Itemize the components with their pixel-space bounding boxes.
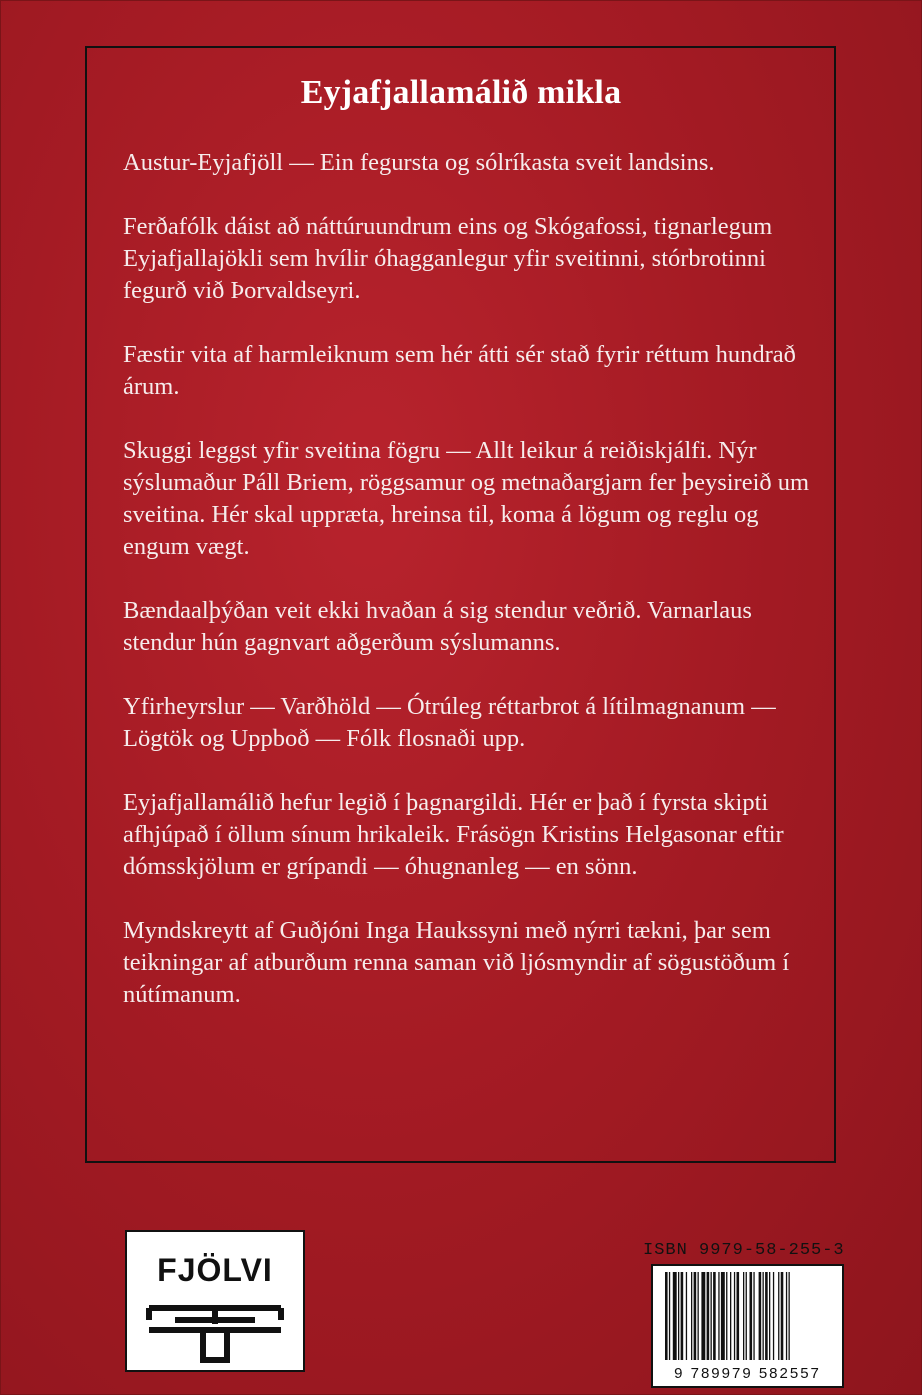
barcode-icon bbox=[663, 1272, 836, 1364]
blurb-paragraph-1: Austur-Eyjafjöll — Ein fegursta og sólríkasta sveit landsins. bbox=[123, 149, 715, 176]
fjolvi-logo-icon bbox=[145, 1302, 285, 1364]
barcode-digits: 9 789979 582557 bbox=[674, 1365, 821, 1382]
blurb-paragraph-5: Bændaalþýðan veit ekki hvaðan á sig stendur veðrið. Varnarlaus stendur hún gagnvart aðgerðum sýslumanns. bbox=[123, 597, 752, 656]
book-title: Eyjafjallamálið mikla bbox=[300, 74, 622, 111]
blurb-paragraph-7: Eyjafjallamálið hefur legið í þagnargildi. Hér er það í fyrsta skipti afhjúpað í öllum sínum hrikaleik. Frásögn Kristins Helgasonar eftir dómsskjölum er grípandi — óhugnanleg — en sönn. bbox=[123, 789, 784, 880]
barcode bbox=[651, 1264, 844, 1388]
blurb-paragraph-3: Fæstir vita af harmleiknum sem hér átti sér stað fyrir réttum hundrað árum. bbox=[123, 341, 796, 400]
blurb-paragraph-2: Ferðafólk dáist að náttúruundrum eins og Skógafossi, tignarlegum Eyjafjallajökli sem hvílir óhagganlegur yfir sveitinni, stórbrotinni fegurð við Þorvaldseyri. bbox=[123, 213, 773, 304]
blurb bbox=[123, 147, 813, 1043]
publisher-name: FJÖLVI bbox=[157, 1252, 273, 1288]
isbn-label: ISBN 9979-58-255-3 bbox=[643, 1241, 845, 1260]
blurb-paragraph-4: Skuggi leggst yfir sveitina fögru — Allt leikur á reiðiskjálfi. Nýr sýslumaður Páll Briem, röggsamur og metnaðargjarn fer þeysireið um sveitina. Hér skal uppræta, hreinsa til, koma á lögum og reglu og engum vægt. bbox=[123, 437, 810, 560]
blurb-paragraph-8: Myndskreytt af Guðjóni Inga Haukssyni með nýrri tækni, þar sem teikningar af atburðum renna saman við ljósmyndir af sögustöðum í nútímanum. bbox=[123, 917, 790, 1008]
publisher-logo bbox=[125, 1230, 305, 1372]
blurb-paragraph-6: Yfirheyrslur — Varðhöld — Ótrúleg réttarbrot á lítilmagnanum — Lögtök og Uppboð — Fólk flosnaði upp. bbox=[123, 693, 776, 752]
